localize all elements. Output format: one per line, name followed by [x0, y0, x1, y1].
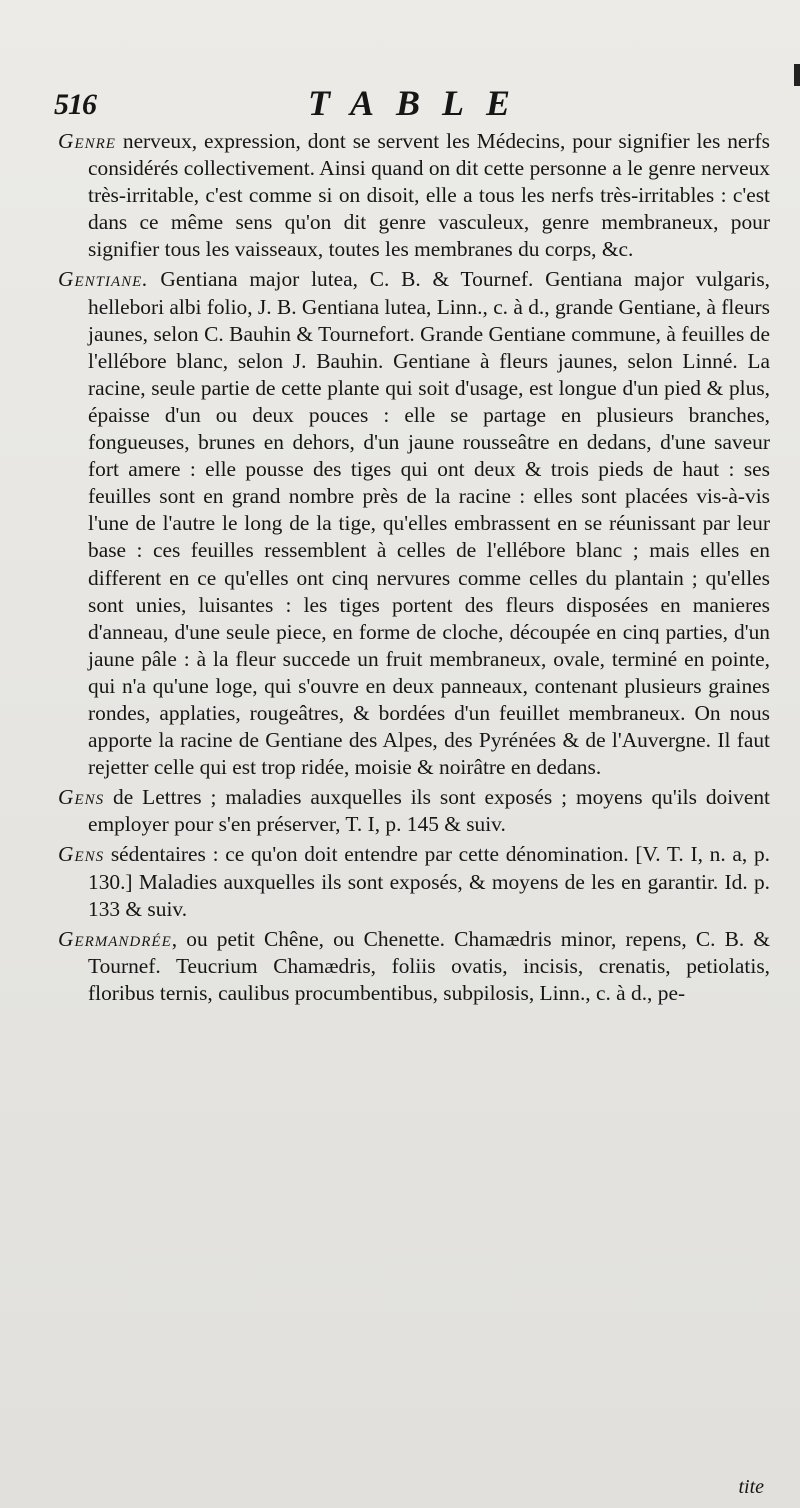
entry-text: sédentaires : ce qu'on doit entendre par cette dénomination. [V. T. I, n. a, p. 130.] Maladies auxquelles ils sont exposés, & moyens de les en garantir. Id. p. 133 & suiv.: [88, 842, 770, 921]
page-number: 516: [54, 88, 96, 121]
entry-gens-de-lettres: [58, 784, 770, 838]
page-header: [50, 82, 790, 128]
entry-gentiane: [58, 266, 770, 781]
entry-text: Gentiana major lutea, C. B. & Tournef. Gentiana major vulgaris, hellebori albi folio, J. B. Gentiana lutea, Linn., c. à d., grande Gentiane, à fleurs jaunes, selon C. Bauhin & Tournefort. Grande Gentiane commune, à feuilles de l'ellébore blanc, selon J. Bauhin. Gentiane à fleurs jaunes, selon Linné. La racine, seule partie de cette plante qui soit d'usage, est longue d'un pied & plus, épaisse d'un ou deux pouces : elle se partage en plusieurs branches, fongueuses, brunes en dehors, d'un jaune rousseâtre en dedans, d'une saveur fort amere : elle pousse des tiges qui ont deux & trois pieds de haut : ses feuilles sont en grand nombre près de la racine : elles sont placées vis-à-vis l'une de l'autre le long de la tige, qu'elles embrassent en se réunissant par leur base : ces feuilles ressemblent à celles de l'ellébore blanc ; mais elles en different en ce qu'elles ont cinq nervures comme celles du plantain ; qu'elles sont unies, luisantes : les tiges portent des fleurs disposées en manieres d'anneau, d'une seule piece, en forme de cloche, découpée en cinq parties, d'un jaune pâle : à la fleur succede un fruit membraneux, ovale, terminé en pointe, qui n'a qu'une loge, qui s'ouvre en deux panneaux, contenant plusieurs graines rondes, applaties, rougeâtres, & bordées d'un feuillet membraneux. On nous apporte la racine de Gentiane des Alpes, des Pyrénées & de l'Auvergne. Il faut rejetter celle qui est trop ridée, moisie & noirâtre en dedans.: [88, 267, 770, 780]
index-entries: [58, 128, 770, 1010]
entry-text: de Lettres ; maladies auxquelles ils sont exposés ; moyens qu'ils doivent employer pour s'en préserver, T. I, p. 145 & suiv.: [88, 785, 770, 837]
page-edge-mark: [794, 64, 800, 86]
running-head: TABLE: [307, 83, 533, 123]
entry-text: nerveux, expression, dont se servent les Médecins, pour signifier les nerfs considérés collectivement. Ainsi quand on dit cette personne a le genre nerveux très-irritable, c'est comme si on disoit, elle a tous les nerfs très-irritables : c'est dans ce même sens qu'on dit genre vasculeux, genre membraneux, pour signifier tous les vaisseaux, toutes les membranes du corps, &c.: [88, 129, 770, 262]
entry-text: , ou petit Chêne, ou Chenette. Chamædris minor, repens, C. B. & Tournef. Teucrium Chamædris, foliis ovatis, incisis, crenatis, petiolatis, floribus ternis, caulibus procumbentibus, subpilosis, Linn., c. à d., pe-: [88, 926, 770, 1005]
entry-headword: Gens: [58, 842, 105, 867]
entry-headword: Gentiane.: [58, 267, 149, 292]
entry-headword: Genre: [58, 129, 116, 153]
entry-gens-sedentaires: [58, 841, 770, 922]
catchword: tite: [738, 1476, 764, 1498]
entry-germandree: [58, 926, 770, 1007]
entry-headword: Gens: [58, 785, 105, 810]
entry-headword: Germandrée: [58, 926, 172, 951]
entry-genre: [58, 128, 770, 263]
